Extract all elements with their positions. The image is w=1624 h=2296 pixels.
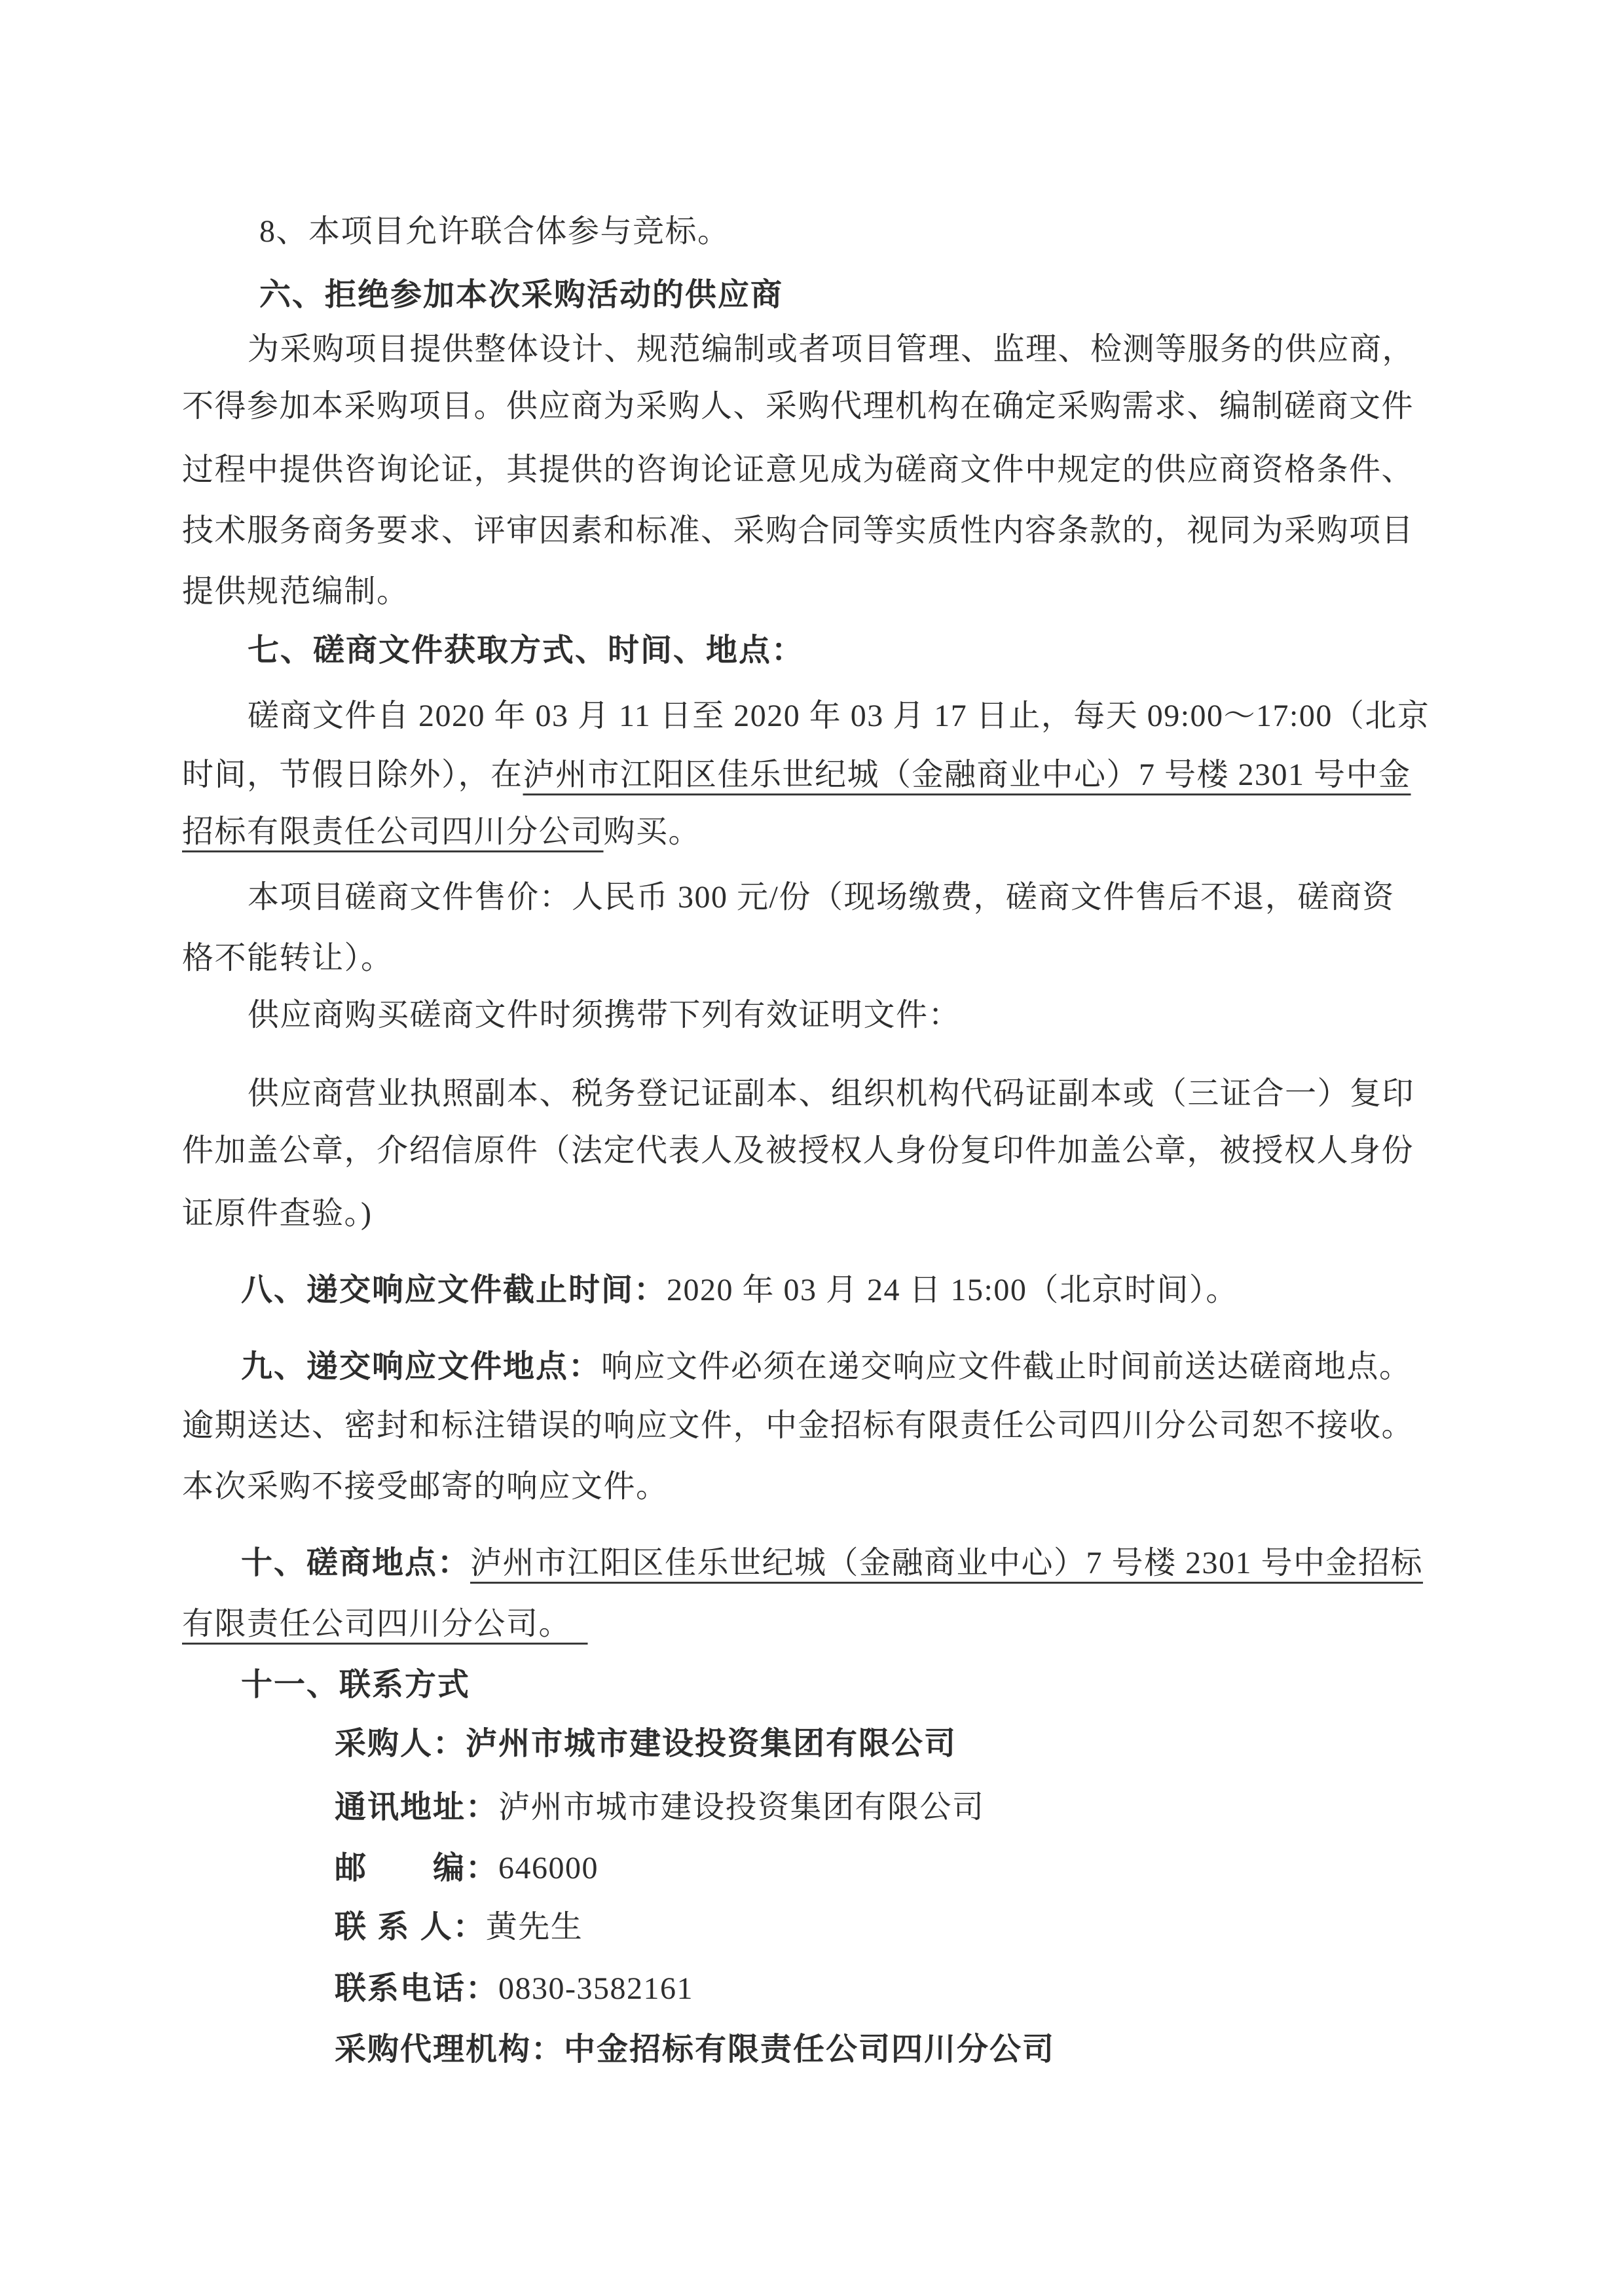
contact-person-label: 联 系 人：: [335, 1910, 486, 1944]
section-11-heading: [182, 1665, 470, 1705]
section-10-heading-text: 十、磋商地点：: [241, 1546, 471, 1580]
clause-8-line: [182, 211, 730, 252]
section-7-heading-text: 七、磋商文件获取方式、时间、地点：: [248, 633, 805, 668]
section-9-paragraph-line: [182, 1406, 1414, 1446]
section-9-heading-text: 九、递交响应文件地点：: [241, 1349, 602, 1384]
paragraph-text: 过程中提供咨询论证，其提供的咨询论证意见成为磋商文件中规定的供应商资格条件、: [182, 452, 1414, 487]
purchaser-line: [182, 1724, 957, 1764]
section-7-heading: [182, 630, 804, 671]
paragraph-text: 时间，节假日除外），在: [182, 757, 523, 792]
section-8-heading-text: 八、递交响应文件截止时间：: [241, 1273, 667, 1307]
venue-address-underlined: 有限责任公司四川分公司。: [182, 1607, 588, 1641]
paragraph-text: 技术服务商务要求、评审因素和标准、采购合同等实质性内容条款的，视同为采购项目: [182, 513, 1414, 548]
section-9-paragraph-line: [182, 1467, 669, 1507]
required-documents-line: [182, 1074, 1414, 1114]
phone-line: [182, 1969, 693, 2009]
doc-fee-line: [182, 877, 1395, 918]
agency-line: [182, 2030, 1055, 2070]
paragraph-text: 购买。: [603, 814, 701, 849]
section-11-heading-text: 十一、联系方式: [241, 1667, 471, 1702]
paragraph-text: 逾期送达、密封和标注错误的响应文件，中金招标有限责任公司四川分公司恕不接收。: [182, 1408, 1414, 1443]
agency-value: 中金招标有限责任公司四川分公司: [564, 2032, 1056, 2067]
section-6-paragraph-line: [182, 511, 1414, 551]
postcode-label: 邮 编：: [335, 1851, 499, 1886]
section-6-paragraph-line: [182, 329, 1414, 370]
required-documents-intro-line: [182, 995, 961, 1036]
purchase-address-underlined: 招标有限责任公司四川分公司: [182, 814, 604, 849]
section-6-paragraph-line: [182, 572, 409, 612]
paragraph-text: 格不能转让）。: [182, 941, 394, 975]
clause-8-text: 8、本项目允许联合体参与竞标。: [259, 214, 730, 249]
section-6-paragraph-line: [182, 450, 1414, 490]
paragraph-text: 不得参加本采购项目。供应商为采购人、采购代理机构在确定采购需求、编制磋商文件: [182, 389, 1414, 424]
section-10-venue-continuation: [182, 1604, 588, 1645]
paragraph-text: 件加盖公章，介绍信原件（法定代表人及被授权人身份复印件加盖公章，被授权人身份: [182, 1133, 1414, 1168]
paragraph-text: 本项目磋商文件售价：人民币 300 元/份（现场缴费，磋商文件售后不退，磋商资: [248, 880, 1395, 915]
section-9-location-line: [182, 1347, 1412, 1387]
paragraph-text: 证原件查验。): [182, 1196, 373, 1231]
paragraph-text: 供应商购买磋商文件时须携带下列有效证明文件：: [248, 998, 961, 1032]
section-7-paragraph-line: [182, 755, 1411, 795]
purchase-address-underlined: 泸州市江阳区佳乐世纪城（金融商业中心）7 号楼 2301 号中金: [523, 757, 1411, 792]
postcode-line: [182, 1848, 599, 1889]
paragraph-text: 供应商营业执照副本、税务登记证副本、组织机构代码证副本或（三证合一）复印: [248, 1076, 1415, 1111]
section-6-heading-text: 六、拒绝参加本次采购活动的供应商: [259, 278, 784, 312]
section-7-paragraph-line: [182, 696, 1430, 737]
paragraph-text: 提供规范编制。: [182, 574, 409, 609]
paragraph-text: 磋商文件自 2020 年 03 月 11 日至 2020 年 03 月 17 日止，每天 09:00～17:00（北京: [248, 699, 1430, 733]
deadline-value: 2020 年 03 月 24 日 15:00（北京时间）。: [667, 1273, 1238, 1307]
required-documents-line: [182, 1194, 373, 1234]
section-6-paragraph-line: [182, 386, 1414, 427]
paragraph-text: 本次采购不接受邮寄的响应文件。: [182, 1469, 669, 1504]
venue-address-underlined: 泸州市江阳区佳乐世纪城（金融商业中心）7 号楼 2301 号中金招标: [470, 1546, 1424, 1580]
section-8-deadline-line: [182, 1270, 1238, 1311]
postal-address-value: 泸州市城市建设投资集团有限公司: [498, 1790, 985, 1825]
paragraph-text: 响应文件必须在递交响应文件截止时间前送达磋商地点。: [601, 1349, 1412, 1384]
postal-address-line: [182, 1787, 985, 1828]
section-6-heading: [182, 275, 783, 316]
section-10-venue-line: [182, 1543, 1423, 1584]
purchaser-label: 采购人：: [335, 1726, 466, 1761]
paragraph-text: 为采购项目提供整体设计、规范编制或者项目管理、监理、检测等服务的供应商，: [248, 332, 1415, 367]
required-documents-line: [182, 1131, 1414, 1171]
doc-fee-line: [182, 938, 394, 979]
contact-person-line: [182, 1907, 583, 1948]
contact-person-value: 黄先生: [485, 1910, 583, 1944]
phone-value: 0830-3582161: [498, 1971, 693, 2006]
agency-label: 采购代理机构：: [335, 2032, 564, 2067]
section-7-paragraph-line: [182, 812, 701, 852]
postcode-value: 646000: [498, 1851, 599, 1886]
postal-address-label: 通讯地址：: [335, 1790, 499, 1825]
purchaser-value: 泸州市城市建设投资集团有限公司: [466, 1726, 957, 1761]
phone-label: 联系电话：: [335, 1971, 499, 2006]
